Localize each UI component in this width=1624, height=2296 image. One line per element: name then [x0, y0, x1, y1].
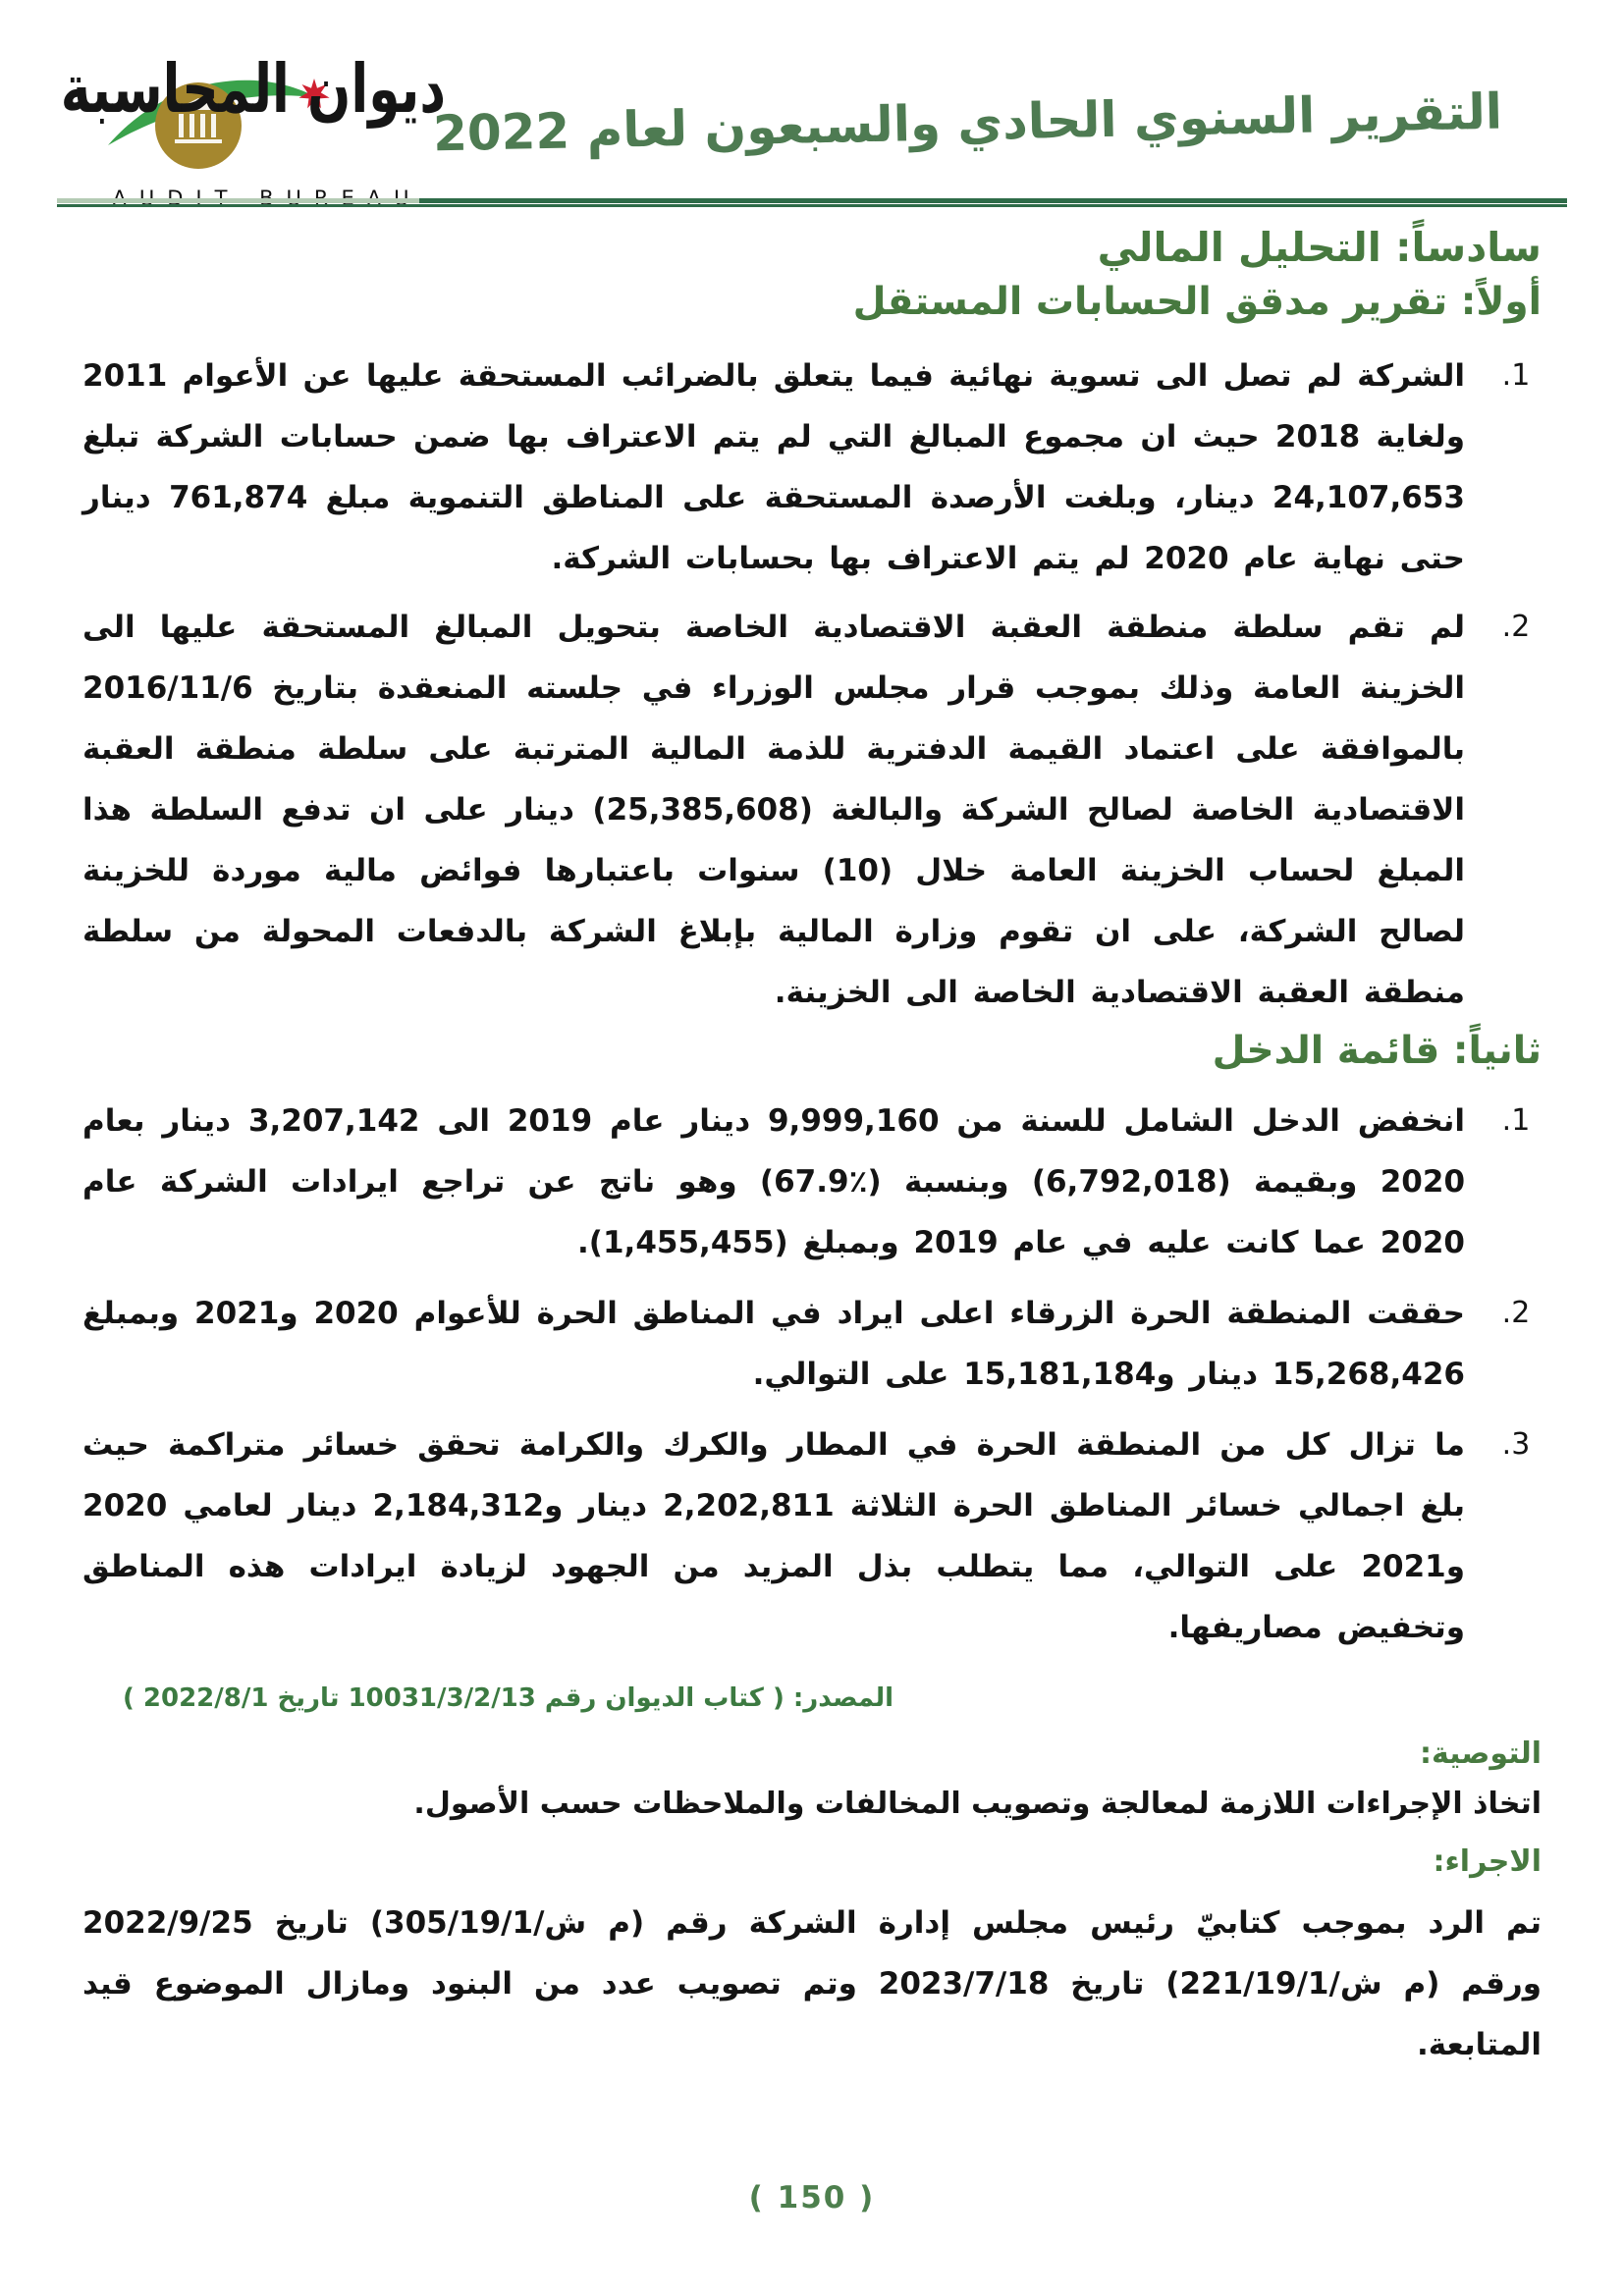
list-item-number: 1. [1501, 357, 1531, 393]
list-item-number: 1. [1501, 1102, 1531, 1138]
list-item-text: حققت المنطقة الحرة الزرقاء اعلى ايراد في المناطق الحرة للأعوام 2020 و2021 وبمبلغ 15,268,426 دينار و15,181,184 على التوالي. [82, 1295, 1465, 1392]
income-statement-item-3 [82, 1415, 1542, 1658]
header-divider-bottom-line [57, 204, 1567, 207]
list-item-text: الشركة لم تصل الى تسوية نهائية فيما يتعلق بالضرائب المستحقة عليها عن الأعوام 2011 ولغاية 2018 حيث ان مجموع المبالغ التي لم يتم الاعتراف بها ضمن حسابات الشركة تبلغ 24,107,653 دينار، وبلغت الأرصدة المستحقة على المناطق التنموية مبلغ 761,874 دينار حتى نهاية عام 2020 لم يتم الاعتراف بها بحسابات الشركة. [82, 357, 1465, 576]
list-item-number: 2. [1501, 1295, 1531, 1330]
procedure-text: تم الرد بموجب كتابيّ رئيس مجلس إدارة الشركة رقم (م ش/305/19/1) تاريخ 2022/9/25 ورقم (م ش/221/19/1) تاريخ 2023/7/18 وتم تصويب عدد من البنود ومازال الموضوع قيد المتابعة. [82, 1904, 1542, 2062]
section-heading-financial-analysis: سادساً: التحليل المالي [1097, 224, 1542, 271]
auditor-report-item-1 [82, 346, 1542, 589]
list-item-number: 2. [1501, 609, 1531, 644]
header-divider-top-bar [57, 198, 1567, 203]
recommendation-text: اتخاذ الإجراءات اللازمة لمعالجة وتصويب المخالفات والملاحظات حسب الأصول. [413, 1786, 1542, 1821]
source-reference-line: المصدر: ( كتاب الديوان رقم 10031/3/2/13 تاريخ 2022/8/1 ) [122, 1682, 893, 1713]
list-item-text: انخفض الدخل الشامل للسنة من 9,999,160 دينار عام 2019 الى 3,207,142 دينار بعام 2020 وبقيمة (6,792,018) وبنسبة (٪67.9) وهو ناتج عن تراجع ايرادات الشركة عام 2020 عما كانت عليه في عام 2019 وبمبلغ (1,455,455). [82, 1102, 1466, 1260]
subsection-heading-income-statement: ثانياً: قائمة الدخل [1212, 1028, 1542, 1073]
subsection-heading-independent-auditor-report: أولاً: تقرير مدقق الحسابات المستقل [852, 280, 1542, 325]
report-title: التقرير السنوي الحادي والسبعون لعام 2022 [432, 82, 1503, 163]
auditor-report-item-2 [82, 597, 1542, 1023]
income-statement-item-2 [82, 1283, 1542, 1405]
audit-bureau-logo [60, 49, 446, 210]
list-item-number: 3. [1501, 1426, 1531, 1462]
list-item-text: ما تزال كل من المنطقة الحرة في المطار والكرك والكرامة تحقق خسائر متراكمة حيث بلغ اجمالي خسائر المناطق الحرة الثلاثة 2,202,811 دينار و2,184,312 دينار لعامي 2020 و2021 على التوالي، مما يتطلب بذل المزيد من الجهود لزيادة ايرادات هذه المناطق وتخفيض مصاريفها. [82, 1426, 1465, 1645]
document-body [82, 224, 1542, 2075]
page-number: ( 150 ) [748, 2180, 876, 2216]
procedure-label: الاجراء: [1433, 1843, 1542, 1879]
recommendation-label: التوصية: [1419, 1735, 1542, 1771]
list-item-text: لم تقم سلطة منطقة العقبة الاقتصادية الخاصة بتحويل المبالغ المستحقة عليها الى الخزينة العامة وذلك بموجب قرار مجلس الوزراء في جلسته المنعقدة بتاريخ 2016/11/6 بالموافقة على اعتماد القيمة الدفترية للذمة المالية المترتبة على سلطة منطقة العقبة الاقتصادية الخاصة لصالح الشركة والبالغة (25,385,608) دينار على ان تدفع السلطة هذا المبلغ لحساب الخزينة العامة خلال (10) سنوات باعتبارها فوائض مالية موردة للخزينة لصالح الشركة، على ان تقوم وزارة المالية بإبلاغ الشركة بالدفعات المحولة من سلطة منطقة العقبة الاقتصادية الخاصة الى الخزينة. [82, 609, 1465, 1010]
income-statement-item-1 [82, 1091, 1542, 1273]
header-divider [57, 198, 1567, 207]
logo-arabic-calligraphy: ديوان المحاسبة [60, 51, 446, 130]
